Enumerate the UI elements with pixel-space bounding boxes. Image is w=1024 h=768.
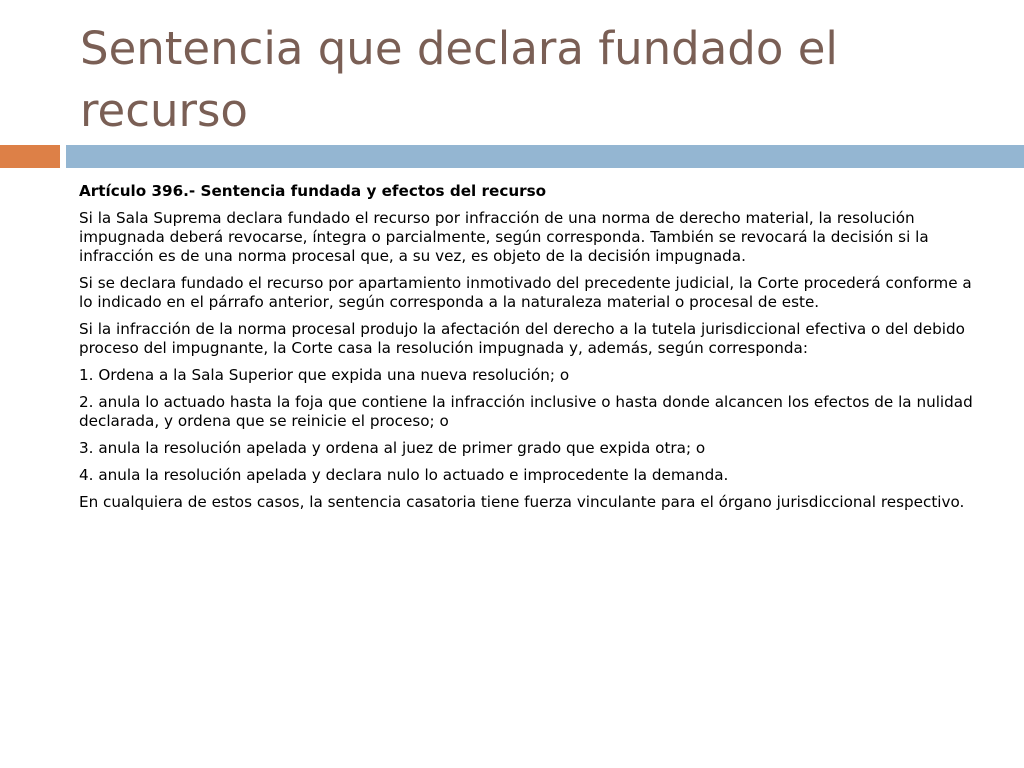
accent-bar-orange [0, 145, 60, 168]
list-item: 2. anula lo actuado hasta la foja que contiene la infracción inclusive o hasta donde alcancen los efectos de la nulidad declarada, y ordena que se reinicie el proceso; o [79, 393, 973, 430]
slide-title: Sentencia que declara fundado el recurso [80, 22, 838, 137]
article-heading: Artículo 396.- Sentencia fundada y efectos del recurso [79, 182, 547, 200]
body-paragraph: Si la Sala Suprema declara fundado el recurso por infracción de una norma de derecho material, la resolución impugnada deberá revocarse, íntegra o parcialmente, según corresponda. También se revocará la decisión si la infracción es de una norma procesal que, a su vez, es objeto de la decisión impugnada. [79, 209, 929, 265]
body-paragraph: Si se declara fundado el recurso por apartamiento inmotivado del precedente judicial, la Corte procederá conforme a lo indicado en el párrafo anterior, según corresponda a la naturaleza material o procesal de este. [79, 274, 972, 311]
list-item: 4. anula la resolución apelada y declara nulo lo actuado e improcedente la demanda. [79, 466, 729, 484]
slide-body [79, 182, 979, 520]
list-item: 1. Ordena a la Sala Superior que expida una nueva resolución; o [79, 366, 570, 384]
accent-bar-blue [66, 145, 1024, 168]
body-paragraph: En cualquiera de estos casos, la sentencia casatoria tiene fuerza vinculante para el órgano jurisdiccional respectivo. [79, 493, 965, 511]
list-item: 3. anula la resolución apelada y ordena al juez de primer grado que expida otra; o [79, 439, 706, 457]
body-paragraph: Si la infracción de la norma procesal produjo la afectación del derecho a la tutela jurisdiccional efectiva o del debido proceso del impugnante, la Corte casa la resolución impugnada y, además, según corresponda: [79, 320, 965, 357]
